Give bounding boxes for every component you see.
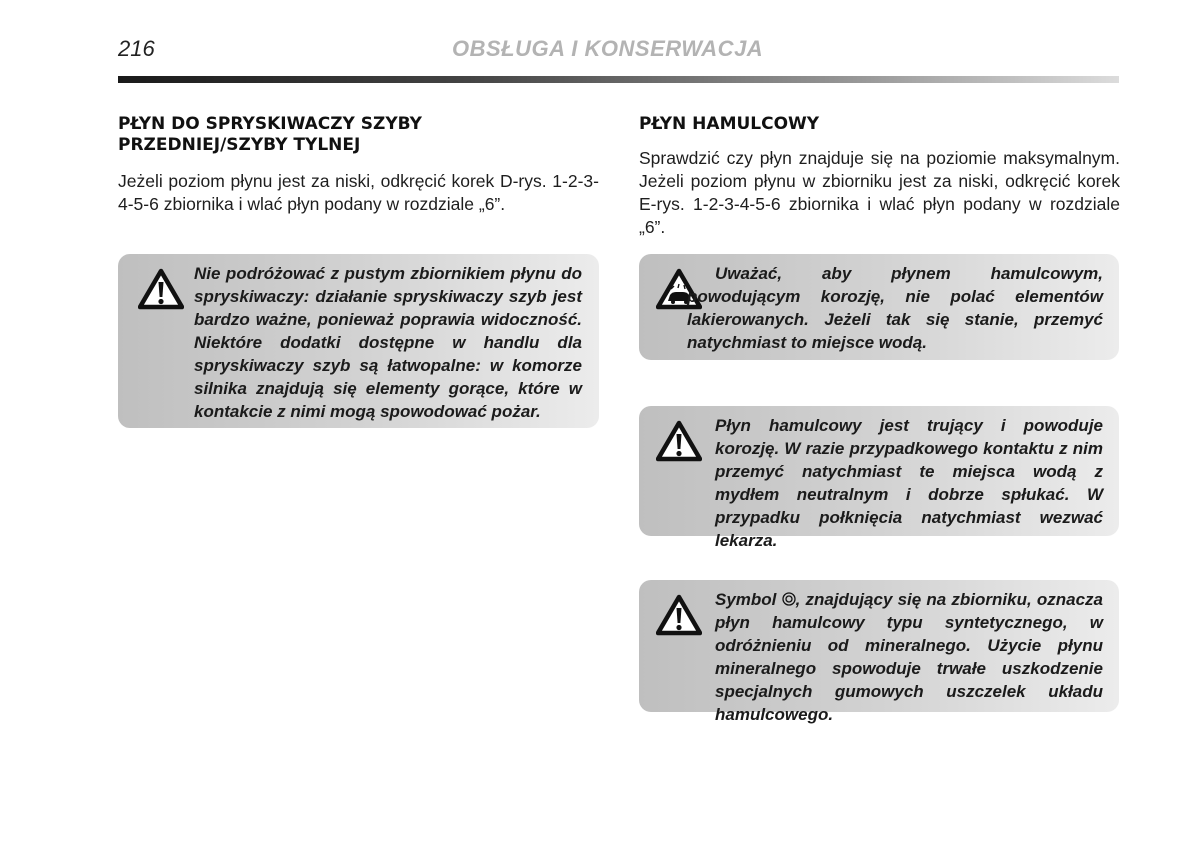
washer-fluid-heading-line1: PŁYN DO SPRYSKIWACZY SZYBY [118, 114, 422, 134]
brake-fluid-paragraph: Sprawdzić czy płyn znajduje się na poziomie maksymalnym. Jeżeli poziom płynu w zbiorniku jest za niski, odkręcić korek E-rys. 1-2-3-4-5-6 zbiornika i wlać płyn podany w rozdziale „6”. [639, 148, 1120, 237]
brake-fluid-heading: PŁYN HAMULCOWY [639, 114, 820, 134]
synthetic-fluid-warning-text [715, 588, 1103, 726]
paint-caution-text: Uważać, aby płynem hamulcowym, powodującym korozję, nie polać elementów lakierowanych. Jeżeli tak się stanie, przemyć natychmiast to miejsce wodą. [687, 264, 1103, 352]
paint-caution-box [639, 254, 1119, 360]
warning-triangle-icon [138, 268, 184, 310]
section-title: OBSŁUGA I KONSERWACJA [452, 36, 764, 61]
header-rule [118, 76, 1119, 83]
symbol-trail-text: , znajdujący się na zbiorniku, oznacza płyn hamulcowy typu syntetycznego, w odróżnieniu od mineralnego. Użycie płynu mineralnego spowoduje trwałe uszkodzenie specjalnych gumowych uszczelek układu hamulcowego. [715, 590, 1103, 724]
warning-triangle-icon [656, 420, 702, 462]
brake-fluid-symbol-icon [782, 592, 796, 606]
toxic-warning-box [639, 406, 1119, 550]
washer-fluid-paragraph: Jeżeli poziom płynu jest za niski, odkręcić korek D-rys. 1-2-3-4-5-6 zbiornika i wlać płyn podany w rozdziale „6”. [118, 171, 599, 214]
toxic-warning-text: Płyn hamulcowy jest trujący i powoduje korozję. W razie przypadkowego kontaktu z nim przemyć natychmiast te miejsca wodą z mydłem neutralnym i dobrze spłukać. W przypadku połknięcia natychmiast wezwać lekarza. [715, 416, 1103, 550]
washer-warning-box [118, 254, 599, 428]
symbol-lead-text: Symbol [715, 590, 777, 609]
washer-fluid-heading-line2: PRZEDNIEJ/SZYBY TYLNEJ [118, 135, 361, 155]
warning-triangle-icon [656, 594, 702, 636]
washer-fluid-heading [118, 114, 598, 156]
synthetic-fluid-warning-box [639, 580, 1119, 724]
page-number: 216 [118, 36, 155, 61]
washer-warning-text: Nie podróżować z pustym zbiornikiem płynu do spryskiwaczy: działanie spryskiwaczy szyb jest bardzo ważne, ponieważ poprawia widoczność. Niektóre dodatki dostępne w handlu dla spryskiwaczy szyb są łatwopalne: w komorze silnika znajdują się elementy gorące, które w kontakcie z nimi mogą spowodować pożar. [194, 264, 582, 421]
